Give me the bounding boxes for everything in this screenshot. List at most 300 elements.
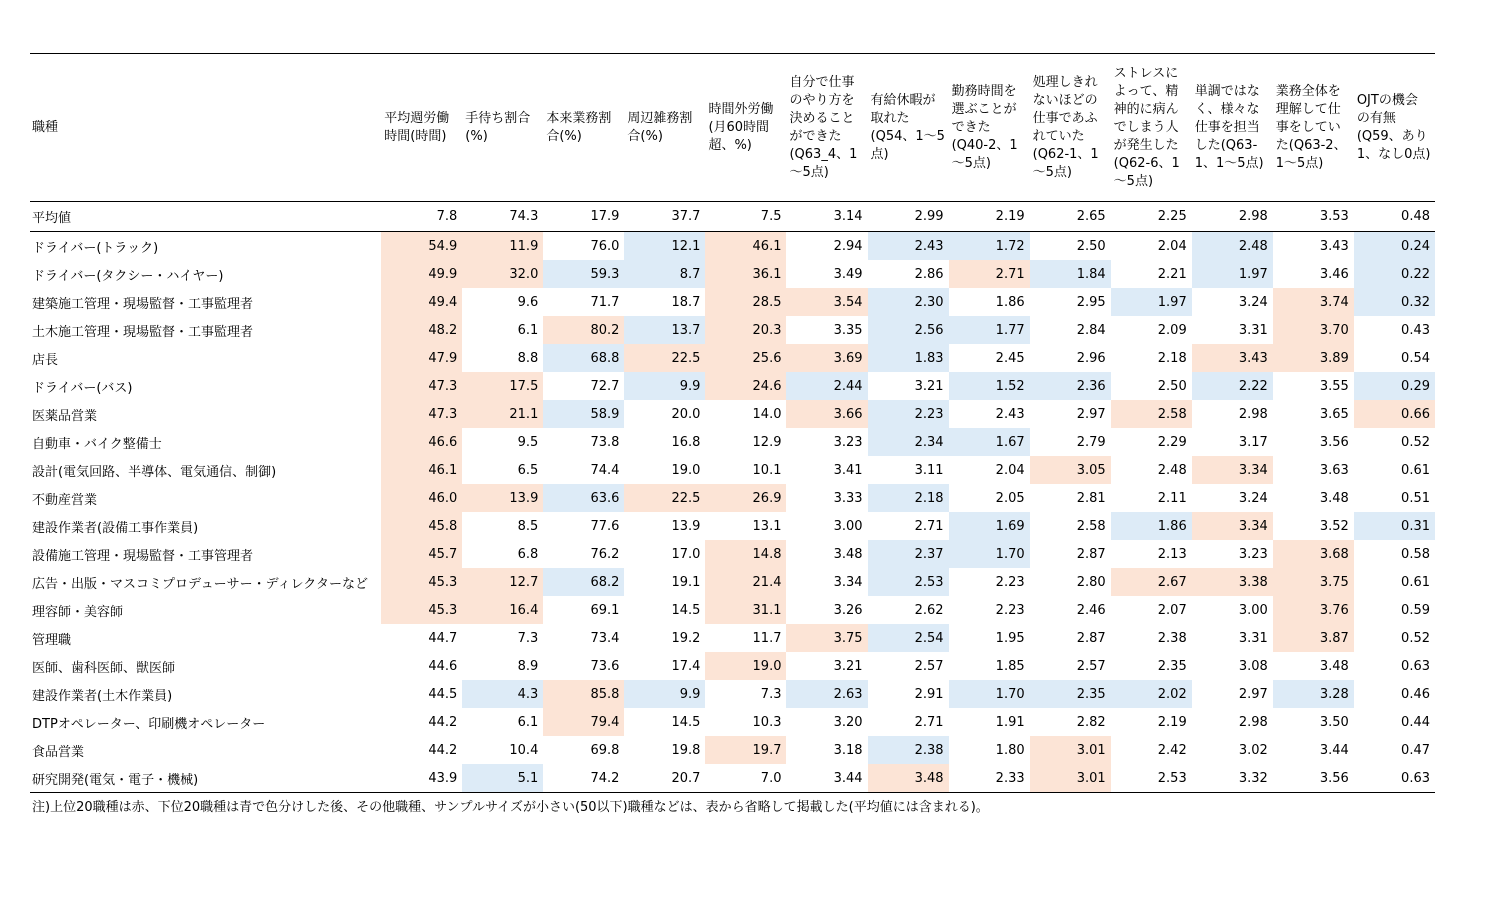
table-row [30, 232, 1435, 261]
table-cell: 3.52 [1319, 518, 1349, 534]
table-cell: 8.5 [517, 518, 539, 534]
table-cell: 13.9 [462, 484, 543, 512]
table-cell: 2.37 [868, 540, 949, 568]
table-cell: 47.3 [381, 400, 462, 428]
table-cell: 2.58 [1111, 400, 1192, 428]
table-cell: 3.33 [833, 490, 863, 506]
table-cell: 10.4 [509, 742, 539, 758]
table-cell: 2.96 [1076, 350, 1106, 366]
table-cell: 3.66 [786, 400, 867, 428]
table-cell: 6.1 [517, 714, 539, 730]
table-cell: 48.2 [381, 316, 462, 344]
table-cell: 18.7 [671, 294, 701, 310]
table-cell: 0.66 [1354, 400, 1435, 428]
table-cell: 68.2 [543, 568, 624, 596]
table-cell: 7.0 [705, 764, 786, 793]
table-cell: 1.85 [995, 658, 1025, 674]
table-row [30, 428, 1435, 456]
table-row [30, 372, 1435, 400]
table-row [30, 708, 1435, 736]
table-cell: 6.8 [517, 546, 539, 562]
table-cell: 20.0 [671, 406, 701, 422]
table-cell: 2.23 [995, 602, 1025, 618]
table-cell: 80.2 [543, 316, 624, 344]
column-header: 単調ではな く、様々な 仕事を担当 した(Q63- 1、1～5点) [1192, 54, 1273, 202]
occupation-name: 医師、歯科医師、獣医師 [32, 660, 176, 676]
table-cell: 9.9 [624, 680, 705, 708]
table-cell: 3.75 [786, 624, 867, 652]
table-cell: 1.70 [949, 540, 1030, 568]
table-cell: 8.8 [517, 350, 539, 366]
header-row [30, 54, 1435, 202]
table-cell: 2.97 [1076, 406, 1106, 422]
table-cell: 2.48 [1192, 232, 1273, 261]
table-cell: 2.18 [868, 484, 949, 512]
table-cell: 3.18 [833, 742, 863, 758]
row-label: 平均値 [30, 202, 381, 232]
table-cell: 3.31 [1238, 322, 1268, 338]
table-cell: 69.8 [590, 742, 620, 758]
table-cell: 2.81 [1076, 490, 1106, 506]
table-cell: 0.61 [1401, 574, 1430, 590]
table-cell: 8.7 [624, 260, 705, 288]
table-cell: 3.48 [1319, 490, 1349, 506]
table-cell: 13.9 [671, 518, 701, 534]
table-cell: 2.21 [1157, 266, 1187, 282]
table-cell: 2.35 [1157, 658, 1187, 674]
table-cell: 3.44 [786, 764, 867, 793]
table-row [30, 764, 1435, 793]
table-cell: 2.53 [1111, 764, 1192, 793]
table-cell: 2.04 [995, 462, 1025, 478]
table-cell: 2.38 [868, 736, 949, 764]
table-cell: 2.84 [1076, 322, 1106, 338]
table-cell: 3.63 [1319, 462, 1349, 478]
table-cell: 2.94 [833, 238, 863, 254]
table-cell: 2.54 [868, 624, 949, 652]
column-header: 勤務時間を 選ぶことが できた (Q40-2、1 ～5点) [949, 54, 1030, 202]
table-cell: 1.83 [868, 344, 949, 372]
table-cell: 73.6 [590, 658, 620, 674]
table-cell: 2.67 [1111, 568, 1192, 596]
table-cell: 7.8 [381, 202, 462, 232]
occupation-name: 建築施工管理・現場監督・工事監理者 [32, 296, 254, 312]
table-cell: 3.46 [1319, 266, 1349, 282]
table-cell: 2.19 [949, 202, 1030, 232]
table-cell: 71.7 [590, 294, 620, 310]
table-cell: 49.4 [381, 288, 462, 316]
occupation-name: 食品営業 [32, 744, 85, 760]
table-cell: 2.34 [868, 428, 949, 456]
table-cell: 46.1 [705, 232, 786, 261]
table-cell: 3.44 [1319, 742, 1349, 758]
table-cell: 2.33 [949, 764, 1030, 793]
table-cell: 2.98 [1238, 714, 1268, 730]
table-cell: 1.72 [949, 232, 1030, 261]
table-cell: 13.7 [624, 316, 705, 344]
table-cell: 25.6 [705, 344, 786, 372]
table-cell: 3.11 [914, 462, 944, 478]
table-cell: 79.4 [543, 708, 624, 736]
table-cell: 1.91 [995, 714, 1025, 730]
table-cell: 2.57 [914, 658, 944, 674]
table-cell: 3.21 [833, 658, 863, 674]
table-cell: 11.7 [752, 630, 782, 646]
table-cell: 3.48 [1319, 658, 1349, 674]
table-cell: 11.9 [462, 232, 543, 261]
table-cell: 44.5 [428, 686, 458, 702]
table-body [30, 202, 1435, 793]
table-cell: 13.1 [752, 518, 782, 534]
table-cell: 3.43 [1319, 238, 1349, 254]
table-cell: 3.00 [833, 518, 863, 534]
table-cell: 28.5 [705, 288, 786, 316]
table-cell: 0.63 [1354, 764, 1435, 793]
table-cell: 19.1 [671, 574, 701, 590]
table-cell: 0.22 [1354, 260, 1435, 288]
table-cell: 3.35 [833, 322, 863, 338]
table-cell: 3.01 [1030, 764, 1111, 793]
occupation-name: 店長 [32, 352, 59, 368]
column-header: 手待ち割合 (%) [462, 54, 543, 202]
table-cell: 3.14 [786, 202, 867, 232]
table-cell: 3.56 [1273, 764, 1354, 793]
table-cell: 46.0 [381, 484, 462, 512]
table-cell: 3.65 [1319, 406, 1349, 422]
table-cell: 3.23 [833, 434, 863, 450]
table-cell: 14.5 [671, 602, 701, 618]
table-cell: 46.6 [381, 428, 462, 456]
table-cell: 21.1 [462, 400, 543, 428]
table-cell: 2.71 [914, 518, 944, 534]
table-cell: 0.58 [1401, 546, 1430, 562]
table-cell: 17.4 [671, 658, 701, 674]
footnote: 注)上位20職種は赤、下位20職種は青で色分けした後、その他職種、サンプルサイズが小さい(50以下)職種などは、表から省略して掲載した(平均値には含まれる)。 [32, 800, 989, 815]
table-cell: 1.77 [949, 316, 1030, 344]
table-cell: 3.74 [1273, 288, 1354, 316]
table-cell: 3.49 [833, 266, 863, 282]
table-row [30, 456, 1435, 484]
table-cell: 2.29 [1157, 434, 1187, 450]
table-cell: 1.97 [1111, 288, 1192, 316]
table-row [30, 652, 1435, 680]
table-cell: 16.8 [671, 434, 701, 450]
table-row [30, 316, 1435, 344]
table-cell: 20.7 [624, 764, 705, 793]
table-cell: 3.01 [1030, 736, 1111, 764]
table-cell: 68.8 [543, 344, 624, 372]
table-cell: 3.20 [833, 714, 863, 730]
occupation-name: 建設作業者(土木作業員) [32, 688, 173, 704]
table-cell: 2.98 [1192, 202, 1273, 232]
table-cell: 19.7 [705, 736, 786, 764]
table-cell: 2.44 [786, 372, 867, 400]
table-row [30, 736, 1435, 764]
table-cell: 2.11 [1157, 490, 1187, 506]
table-cell: 2.05 [995, 490, 1025, 506]
occupation-table [30, 53, 1435, 793]
table-cell: 3.70 [1273, 316, 1354, 344]
occupation-name: ドライバー(トラック) [32, 240, 159, 256]
table-cell: 45.3 [381, 596, 462, 624]
occupation-name: 研究開発(電気・電子・機械) [30, 764, 381, 793]
table-cell: 3.68 [1273, 540, 1354, 568]
table-cell: 31.1 [705, 596, 786, 624]
table-cell: 0.43 [1401, 322, 1430, 338]
table-cell: 59.3 [543, 260, 624, 288]
table-cell: 17.5 [462, 372, 543, 400]
table-cell: 2.07 [1157, 602, 1187, 618]
table-cell: 14.8 [705, 540, 786, 568]
table-cell: 72.7 [590, 378, 620, 394]
column-header-occupation: 職種 [30, 54, 381, 202]
table-cell: 44.6 [428, 658, 458, 674]
column-header: 本来業務割 合(%) [543, 54, 624, 202]
table-cell: 1.70 [949, 680, 1030, 708]
table-cell: 73.4 [590, 630, 620, 646]
table-cell: 3.05 [1030, 456, 1111, 484]
table-cell: 7.3 [517, 630, 539, 646]
table-row [30, 596, 1435, 624]
table-cell: 12.9 [752, 434, 782, 450]
table-cell: 2.63 [786, 680, 867, 708]
column-header: 自分で仕事 のやり方を 決めること ができた (Q63_4、1 ～5点) [786, 54, 867, 202]
table-row [30, 540, 1435, 568]
table-cell: 44.2 [428, 742, 458, 758]
table-row [30, 680, 1435, 708]
table-container [30, 53, 1435, 793]
table-cell: 3.87 [1273, 624, 1354, 652]
table-cell: 1.86 [1111, 512, 1192, 540]
table-cell: 3.24 [1238, 490, 1268, 506]
column-header: 業務全体を 理解して仕 事をしてい た(Q63-2、 1～5点) [1273, 54, 1354, 202]
table-cell: 19.0 [705, 652, 786, 680]
table-cell: 3.43 [1192, 344, 1273, 372]
table-cell: 69.1 [590, 602, 620, 618]
table-cell: 2.46 [1076, 602, 1106, 618]
table-cell: 3.75 [1273, 568, 1354, 596]
table-cell: 45.8 [381, 512, 462, 540]
table-cell: 6.1 [517, 322, 539, 338]
table-cell: 3.28 [1273, 680, 1354, 708]
table-cell: 3.08 [1238, 658, 1268, 674]
table-cell: 3.34 [1192, 456, 1273, 484]
table-cell: 0.31 [1354, 512, 1435, 540]
table-cell: 2.35 [1030, 680, 1111, 708]
table-cell: 14.0 [752, 406, 782, 422]
table-cell: 0.24 [1354, 232, 1435, 261]
table-cell: 3.55 [1319, 378, 1349, 394]
table-cell: 2.91 [914, 686, 944, 702]
occupation-name: ドライバー(タクシー・ハイヤー) [32, 268, 224, 284]
table-cell: 2.79 [1076, 434, 1106, 450]
table-cell: 0.61 [1401, 462, 1430, 478]
table-cell: 17.0 [671, 546, 701, 562]
table-cell: 2.13 [1157, 546, 1187, 562]
table-cell: 32.0 [462, 260, 543, 288]
table-cell: 3.24 [1238, 294, 1268, 310]
table-cell: 2.98 [1238, 406, 1268, 422]
table-cell: 74.4 [590, 462, 620, 478]
table-cell: 3.31 [1238, 630, 1268, 646]
table-cell: 3.50 [1319, 714, 1349, 730]
table-cell: 22.5 [624, 344, 705, 372]
table-cell: 3.34 [833, 574, 863, 590]
table-cell: 2.02 [1111, 680, 1192, 708]
table-cell: 37.7 [624, 202, 705, 232]
table-cell: 49.9 [381, 260, 462, 288]
table-cell: 54.9 [381, 232, 462, 261]
table-cell: 2.43 [995, 406, 1025, 422]
table-cell: 2.50 [1076, 238, 1106, 254]
table-cell: 36.1 [705, 260, 786, 288]
occupation-name: 管理職 [32, 632, 72, 648]
table-cell: 3.32 [1192, 764, 1273, 793]
table-cell: 58.9 [543, 400, 624, 428]
table-cell: 1.97 [1192, 260, 1273, 288]
table-cell: 2.95 [1076, 294, 1106, 310]
occupation-name: DTPオペレーター、印刷機オペレーター [32, 716, 266, 732]
table-cell: 2.87 [1076, 546, 1106, 562]
table-cell: 3.38 [1192, 568, 1273, 596]
table-cell: 10.3 [752, 714, 782, 730]
occupation-name: 理容師・美容師 [32, 604, 124, 620]
table-cell: 26.9 [705, 484, 786, 512]
table-cell: 3.48 [833, 546, 863, 562]
table-cell: 76.2 [590, 546, 620, 562]
occupation-name: ドライバー(バス) [32, 380, 133, 396]
table-cell: 3.17 [1238, 434, 1268, 450]
average-row [30, 202, 1435, 232]
table-cell: 1.84 [1030, 260, 1111, 288]
table-cell: 0.44 [1401, 714, 1430, 730]
table-cell: 6.5 [517, 462, 539, 478]
table-row [30, 512, 1435, 540]
table-cell: 24.6 [705, 372, 786, 400]
table-cell: 19.8 [671, 742, 701, 758]
table-cell: 7.5 [705, 202, 786, 232]
table-cell: 7.3 [760, 686, 782, 702]
occupation-name: 広告・出版・マスコミプロデューサー・ディレクターなど [32, 576, 369, 592]
table-cell: 0.51 [1401, 490, 1430, 506]
table-cell: 0.59 [1401, 602, 1430, 618]
table-row [30, 624, 1435, 652]
table-cell: 5.1 [462, 764, 543, 793]
table-cell: 2.80 [1076, 574, 1106, 590]
table-cell: 16.4 [462, 596, 543, 624]
table-cell: 2.86 [914, 266, 944, 282]
table-cell: 2.43 [868, 232, 949, 261]
table-cell: 45.7 [381, 540, 462, 568]
column-header: OJTの機会 の有無 (Q59、あり 1、なし0点) [1354, 54, 1435, 202]
table-cell: 2.65 [1030, 202, 1111, 232]
occupation-name: 自動車・バイク整備士 [32, 436, 162, 452]
table-cell: 12.1 [624, 232, 705, 261]
table-cell: 0.54 [1401, 350, 1430, 366]
table-cell: 47.9 [381, 344, 462, 372]
table-cell: 2.22 [1192, 372, 1273, 400]
table-cell: 10.1 [752, 462, 782, 478]
table-cell: 3.76 [1273, 596, 1354, 624]
table-cell: 44.2 [428, 714, 458, 730]
column-header: 周辺雑務割 合(%) [624, 54, 705, 202]
table-cell: 3.54 [786, 288, 867, 316]
occupation-name: 医薬品営業 [32, 408, 98, 424]
table-cell: 2.97 [1238, 686, 1268, 702]
column-header: ストレスに よって、精 神的に病ん でしまう人 が発生した (Q62-6、1 ～5点) [1111, 54, 1192, 202]
table-cell: 46.1 [381, 456, 462, 484]
occupation-name: 設計(電気回路、半導体、電気通信、制御) [32, 464, 277, 480]
table-cell: 3.69 [786, 344, 867, 372]
occupation-name: 設備施工管理・現場監督・工事管理者 [32, 548, 254, 564]
table-cell: 1.52 [949, 372, 1030, 400]
table-cell: 2.71 [949, 260, 1030, 288]
table-row [30, 400, 1435, 428]
table-cell: 2.56 [868, 316, 949, 344]
table-cell: 1.80 [995, 742, 1025, 758]
table-cell: 0.48 [1354, 202, 1435, 232]
table-cell: 0.63 [1401, 658, 1430, 674]
table-cell: 3.48 [868, 764, 949, 793]
table-cell: 17.9 [543, 202, 624, 232]
table-row [30, 344, 1435, 372]
column-header: 処理しきれ ないほどの 仕事であふ れていた (Q62-1、1 ～5点) [1030, 54, 1111, 202]
table-cell: 2.25 [1111, 202, 1192, 232]
table-cell: 74.3 [462, 202, 543, 232]
table-cell: 3.53 [1273, 202, 1354, 232]
table-cell: 3.00 [1238, 602, 1268, 618]
table-cell: 45.3 [381, 568, 462, 596]
table-cell: 0.29 [1354, 372, 1435, 400]
table-cell: 3.02 [1238, 742, 1268, 758]
table-cell: 2.04 [1157, 238, 1187, 254]
column-header: 時間外労働 (月60時間 超、%) [705, 54, 786, 202]
table-cell: 2.45 [995, 350, 1025, 366]
table-cell: 2.82 [1076, 714, 1106, 730]
table-cell: 2.50 [1157, 378, 1187, 394]
table-cell: 2.19 [1157, 714, 1187, 730]
table-cell: 20.3 [705, 316, 786, 344]
table-cell: 2.99 [868, 202, 949, 232]
table-cell: 8.9 [517, 658, 539, 674]
table-cell: 2.62 [914, 602, 944, 618]
table-row [30, 484, 1435, 512]
table-cell: 85.8 [543, 680, 624, 708]
table-cell: 47.3 [381, 372, 462, 400]
table-cell: 1.69 [949, 512, 1030, 540]
table-cell: 2.53 [868, 568, 949, 596]
table-cell: 2.23 [868, 400, 949, 428]
table-cell: 2.18 [1157, 350, 1187, 366]
table-cell: 12.7 [462, 568, 543, 596]
table-cell: 2.36 [1030, 372, 1111, 400]
table-cell: 9.9 [624, 372, 705, 400]
table-cell: 2.30 [868, 288, 949, 316]
table-cell: 3.34 [1192, 512, 1273, 540]
table-cell: 76.0 [590, 238, 620, 254]
column-header: 有給休暇が 取れた (Q54、1～5 点) [868, 54, 949, 202]
occupation-name: 建設作業者(設備工事作業員) [32, 520, 199, 536]
table-row [30, 568, 1435, 596]
table-cell: 2.09 [1157, 322, 1187, 338]
table-cell: 73.8 [590, 434, 620, 450]
table-row [30, 260, 1435, 288]
table-cell: 21.4 [705, 568, 786, 596]
table-cell: 3.26 [833, 602, 863, 618]
table-cell: 0.32 [1354, 288, 1435, 316]
table-cell: 2.57 [1076, 658, 1106, 674]
table-row [30, 288, 1435, 316]
